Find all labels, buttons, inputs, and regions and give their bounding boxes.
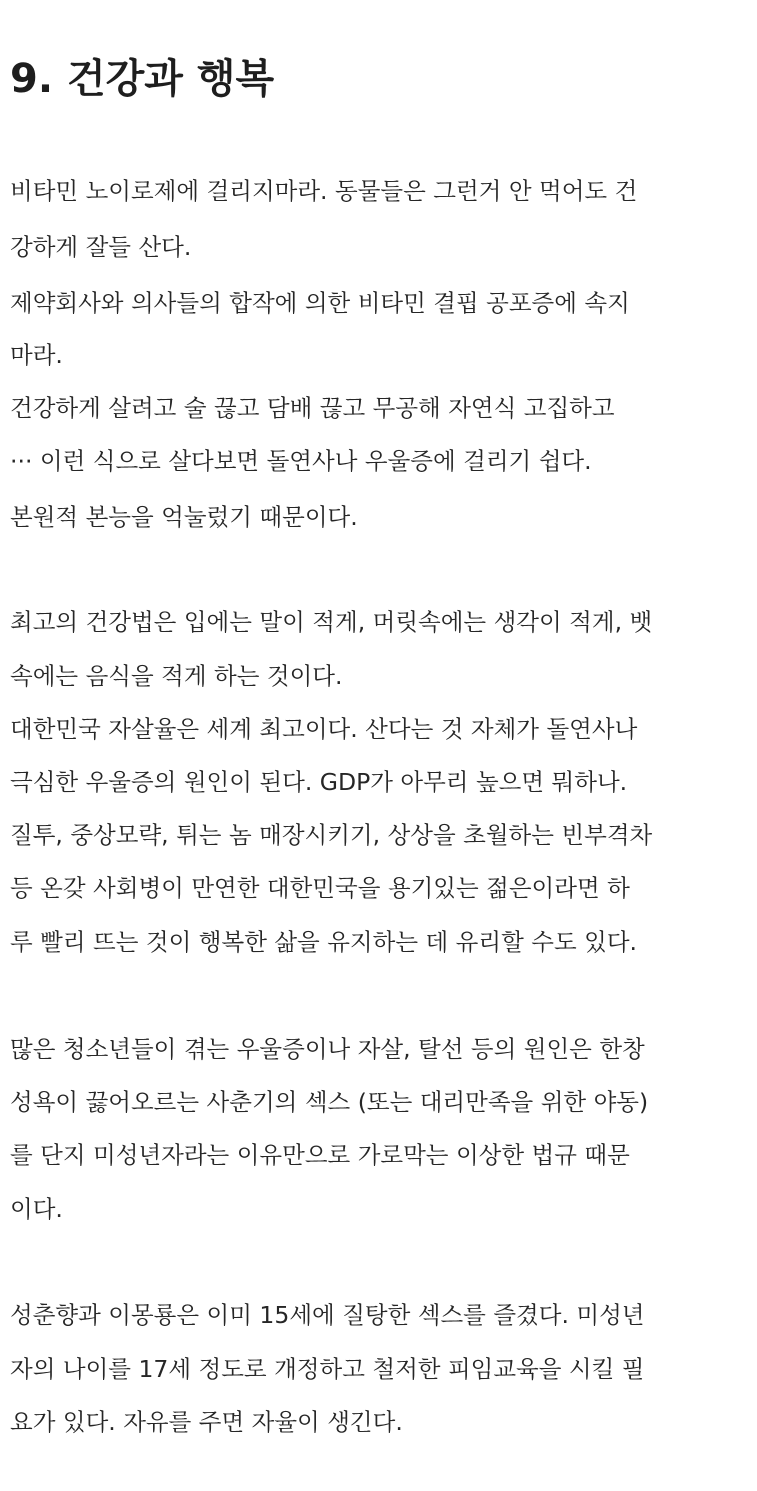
paragraph-line: 제약회사와 의사들의 합작에 의한 비타민 결핍 공포증에 속지 bbox=[10, 289, 630, 317]
paragraph-line: 자의 나이를 17세 정도로 개정하고 철저한 피임교육을 시킬 필 bbox=[10, 1355, 645, 1383]
paragraph-line: 강하게 잘들 산다. bbox=[10, 233, 192, 261]
paragraph-line: 를 단지 미성년자라는 이유만으로 가로막는 이상한 법규 때문 bbox=[10, 1141, 630, 1169]
paragraph-line: 본원적 본능을 억눌렀기 때문이다. bbox=[10, 503, 358, 531]
paragraph-line: 많은 청소년들이 겪는 우울증이나 자살, 탈선 등의 원인은 한창 bbox=[10, 1035, 645, 1063]
paragraph-line: 대한민국 자살율은 세계 최고이다. 산다는 것 자체가 돌연사나 bbox=[10, 715, 638, 743]
paragraph-line: 등 온갖 사회병이 만연한 대한민국을 용기있는 젊은이라면 하 bbox=[10, 874, 630, 902]
paragraph-line: 이다. bbox=[10, 1195, 63, 1223]
paragraph-line: 요가 있다. 자유를 주면 자율이 생긴다. bbox=[10, 1408, 403, 1436]
paragraph-line: ··· 이런 식으로 살다보면 돌연사나 우울증에 걸리기 쉽다. bbox=[10, 447, 592, 475]
paragraph-line: 속에는 음식을 적게 하는 것이다. bbox=[10, 662, 343, 690]
paragraph-line: 건강하게 살려고 술 끊고 담배 끊고 무공해 자연식 고집하고 bbox=[10, 394, 615, 422]
paragraph-line: 극심한 우울증의 원인이 된다. GDP가 아무리 높으면 뭐하나. bbox=[10, 768, 628, 796]
paragraph-line: 질투, 중상모략, 튀는 놈 매장시키기, 상상을 초월하는 빈부격차 bbox=[10, 821, 653, 849]
paragraph-line: 루 빨리 뜨는 것이 행복한 삶을 유지하는 데 유리할 수도 있다. bbox=[10, 928, 637, 956]
paragraph-line: 최고의 건강법은 입에는 말이 적게, 머릿속에는 생각이 적게, 뱃 bbox=[10, 608, 653, 636]
paragraph-line: 성욕이 끓어오르는 사춘기의 섹스 (또는 대리만족을 위한 야동) bbox=[10, 1088, 649, 1116]
paragraph-line: 성춘향과 이몽룡은 이미 15세에 질탕한 섹스를 즐겼다. 미성년 bbox=[10, 1301, 645, 1329]
paragraph-line: 비타민 노이로제에 걸리지마라. 동물들은 그런거 안 먹어도 건 bbox=[10, 177, 638, 205]
paragraph-line: 마라. bbox=[10, 341, 63, 369]
section-title: 9. 건강과 행복 bbox=[10, 56, 275, 102]
